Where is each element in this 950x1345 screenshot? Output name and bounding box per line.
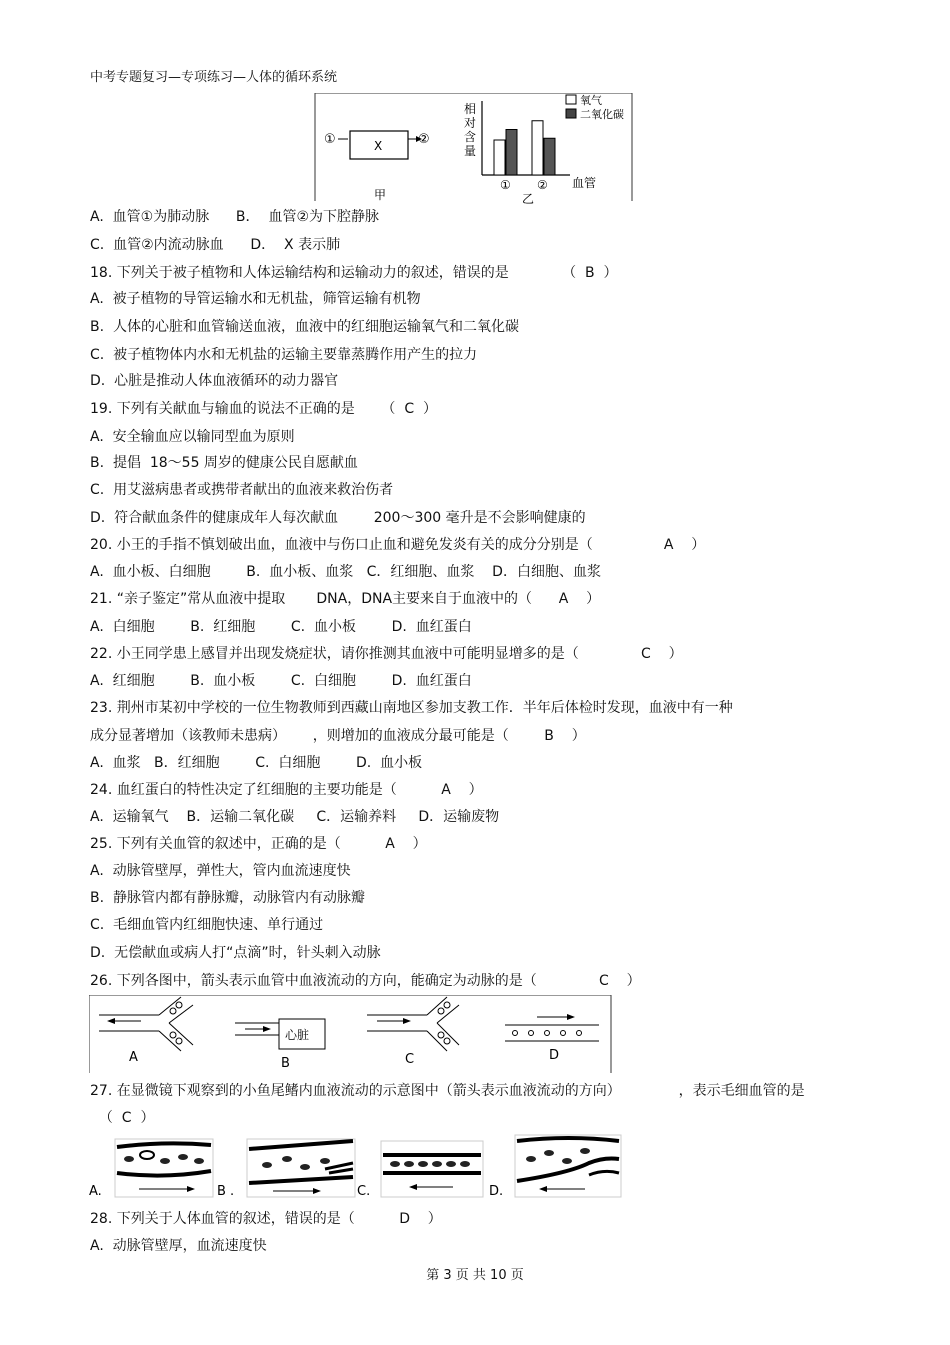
q26-diagram-b [235,1019,325,1071]
legend-co2: 二氧化碳 [580,108,624,121]
svg-text:对: 对 [464,116,477,130]
text-line: D. 心脏是推动人体血液循环的动力器官 [90,373,339,389]
text-line: 18. 下列关于被子植物和人体运输结构和运输动力的叙述，错误的是 （ B ） [90,265,618,281]
text-line: 20. 小王的手指不慎划破出血，血液中与伤口止血和避免发炎有关的成分分别是（ A ） [90,537,706,553]
text-line: C. 被子植物体内水和无机盐的运输主要靠蒸腾作用产生的拉力 [90,347,478,363]
text-line: 22. 小王同学患上感冒并出现发烧症状，请你推测其血液中可能明显增多的是（ C ） [90,646,683,662]
text-line: 23. 荆州市某初中学校的一位生物教师到西藏山南地区参加支教工作．半年后体检时发现，血液中有一种 [90,700,733,716]
text-line: A. 运输氧气 B．运输二氧化碳 C．运输养料 D．运输废物 [90,809,500,825]
text-line: 25. 下列有关血管的叙述中，正确的是（ A ） [90,836,427,852]
bar-oxygen [532,121,543,175]
figure-yi-label: 乙 [522,192,535,205]
text-line: A. 白细胞 B. 红细胞 C. 血小板 D. 血红蛋白 [90,619,472,635]
q26-heart-label: 心脏 [285,1028,310,1042]
text-line: A. 血小板、白细胞 B. 血小板、血浆 C．红细胞、血浆 D．白细胞、血浆 [90,564,601,580]
q26-label-d: D [549,1048,560,1063]
text-line: 27. 在显微镜下观察到的小鱼尾鳍内血液流动的示意图中（箭头表示血液流动的方向） ，表示毛细血管的是 [90,1083,805,1099]
q27-diagram-a [115,1139,213,1197]
q26-label-b: B [281,1056,290,1071]
q27-diagram-c [381,1141,483,1197]
q26-label-c: C [405,1052,415,1067]
page-footer: 第 3 页 共 10 页 [426,1268,524,1283]
text-line: A. 被子植物的导管运输水和无机盐，筛管运输有机物 [90,291,421,307]
y-axis-label [464,101,476,158]
q27-diagram-d [515,1135,621,1197]
text-line: B. 静脉管内都有静脉瓣，动脉管内有动脉瓣 [90,890,365,906]
text-line: 19. 下列有关献血与输血的说法不正确的是 （ C ） [90,401,437,417]
text-line: 26. 下列各图中，箭头表示血管中血液流动的方向，能确定为动脉的是（ C ） [90,973,641,989]
figure-jia-label: 甲 [374,188,387,202]
q27-label-d: D. [489,1184,504,1199]
figure-jia-yi [314,93,634,205]
text-line: 24. 血红蛋白的特性决定了红细胞的主要功能是（ A ） [90,782,483,798]
x-tick-1: ① [500,178,511,192]
text-line: A. 血浆 B．红细胞 C. 白细胞 D. 血小板 [90,755,423,771]
bar-co2 [544,138,555,175]
text-line: D. 符合献血条件的健康成年人每次献血 200～300 毫升是不会影响健康的 [90,510,586,526]
text-line: A. 血管①为肺动脉 B． 血管②为下腔静脉 [90,209,379,225]
page-header: 中考专题复习—专项练习—人体的循环系统 [90,70,338,85]
text-line: 成分显著增加（该教师未患病） ，则增加的血液成分最可能是（ B ） [90,728,586,744]
text-line: C. 血管②内流动脉血 D． X 表示肺 [90,237,341,253]
q27-diagram-b [247,1139,355,1197]
q27-label-a: A. [89,1184,102,1199]
svg-text:相: 相 [464,102,477,116]
text-line: A. 动脉管壁厚，血流速度快 [90,1238,267,1254]
q26-label-a: A [129,1050,138,1065]
bar-oxygen [494,140,505,175]
text-line: A. 红细胞 B. 血小板 C. 白细胞 D. 血红蛋白 [90,673,472,689]
svg-text:含: 含 [464,130,477,144]
legend-oxygen: 氧气 [580,94,602,107]
text-line: 21. “亲子鉴定”常从血液中提取 DNA，DNA主要来自于血液中的（ A ） [90,591,601,607]
q27-label-b: B . [217,1184,235,1199]
q26-diagram-a [99,997,193,1065]
svg-text:量: 量 [464,144,477,158]
x-axis-label: 血管 [572,176,597,190]
text-line: 28. 下列关于人体血管的叙述，错误的是（ D ） [90,1211,442,1227]
q27-label-c: C. [357,1184,371,1199]
q26-diagram-c [367,997,459,1067]
text-line: C. 毛细血管内红细胞快速、单行通过 [90,917,324,933]
vessel-2-label: ② [418,132,430,147]
text-line: A. 动脉管壁厚，弹性大，管内血流速度快 [90,863,351,879]
bar-co2 [506,130,517,176]
text-line: D. 无偿献血或病人打“点滴”时，针头刺入动脉 [90,945,381,961]
q26-diagram-d [505,1014,599,1063]
bar-group [494,121,555,175]
figure-q26 [89,995,612,1075]
text-line: B. 人体的心脏和血管输送血液，血液中的红细胞运输氧气和二氧化碳 [90,319,519,335]
text-line: （ C ） [90,1110,155,1126]
box-x-label: X [374,139,383,153]
text-line: C. 用艾滋病患者或携带者献出的血液来救治伤者 [90,482,394,498]
figure-q27 [89,1133,629,1201]
text-line: A. 安全输血应以输同型血为原则 [90,429,295,445]
text-line: B. 提倡 18～55 周岁的健康公民自愿献血 [90,455,358,471]
vessel-1-label: ① [324,132,336,147]
x-tick-2: ② [537,178,548,192]
